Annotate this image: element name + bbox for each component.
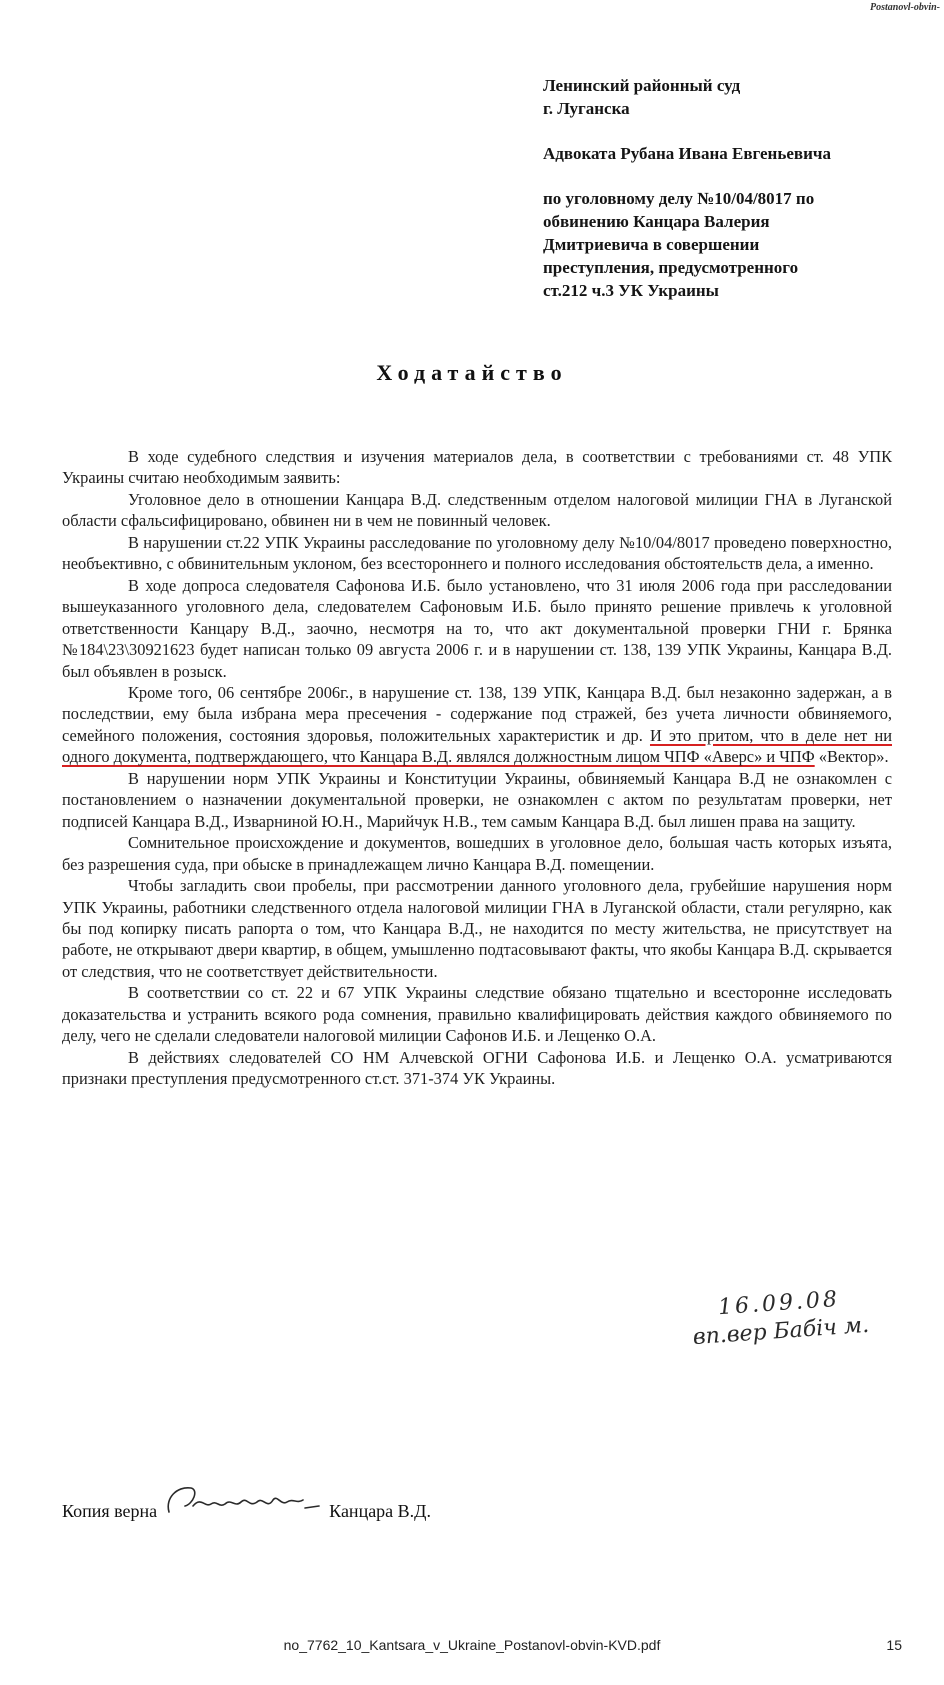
copy-label: Копия верна xyxy=(62,1501,158,1521)
paragraph-text: «Вектор». xyxy=(814,747,889,767)
addressee-block xyxy=(543,74,913,302)
paragraph: Чтобы загладить свои пробелы, при рассмотрении данного уголовного дела, грубейшие нарушения норм УПК Украины, работники следственного отдела налоговой милиции ГНА в Луганской области, стали регулярно, как бы под копирку писать рапорта о том, что Канцара В.Д., не находится по месту жительства, не присутствует на работе, не открывают двери квартир, в общем, умышленно подтасовывают факты, что якобы Канцара В.Д. скрывается от следствия, что не соответствует действительности. xyxy=(62,876,892,981)
paragraph xyxy=(62,682,892,768)
paragraph: В нарушении ст.22 УПК Украины расследование по уголовному делу №10/04/8017 проведено поверхностно, необъективно, с обвинительным уклоном, без всестороннего и полного исследования обстоятельств дела, а именно. xyxy=(62,532,892,574)
signature-icon xyxy=(163,1478,323,1522)
paragraph: В нарушении норм УПК Украины и Конституции Украины, обвиняемый Канцара В.Д не ознакомлен с постановлением о назначении документальной проверки, не ознакомлен с актом по результатам проверки, нет подписей Канцара В.Д., Изварниной Ю.Н., Марийчук Н.В., тем самым Канцара В.Д. был лишен права на защиту. xyxy=(62,768,892,831)
handwritten-text: вп.вер Бабіч м. xyxy=(692,1312,870,1351)
lawyer-name: Адвоката Рубана Ивана Евгеньевича xyxy=(543,144,831,163)
underlined-statement: И это притом, что в деле нет ни одного документа, подтверждающего, что Канцара В.Д. являлся должностным лицом ЧПФ «Аверс» и ЧПФ xyxy=(62,725,892,767)
copy-certification xyxy=(62,1478,431,1522)
handwritten-date: 16.09.08 xyxy=(717,1286,841,1321)
case-line: Дмитриевича в совершении xyxy=(543,235,760,254)
court-city: г. Луганска xyxy=(543,99,630,118)
paragraph: В действиях следователей СО НМ Алчевской ОГНИ Сафонова И.Б. и Лещенко О.А. усматриваются признаки преступления предусмотренного ст.ст. 371-374 УК Украины. xyxy=(62,1047,892,1089)
court-name: Ленинский районный суд xyxy=(543,76,741,95)
paragraph: В соответствии со ст. 22 и 67 УПК Украины следствие обязано тщательно и всесторонне исследовать доказательства и устранить всякого рода сомнения, правильно квалифицировать действия каждого обвиняемого по делу, чего не сделали следователи налоговой милиции Сафонов И.Б. и Лещенко О.А. xyxy=(62,983,892,1046)
case-line: по уголовному делу №10/04/8017 по xyxy=(543,189,815,208)
petition-body xyxy=(62,446,892,1090)
paragraph: Сомнительное происхождение и документов, вошедших в уголовное дело, большая часть которых изъята, без разрешения суда, при обыске в принадлежащем лично Канцара В.Д. помещении. xyxy=(62,833,892,874)
corner-tag: Postanovl-obvin- xyxy=(870,2,940,13)
paragraph-text: Кроме того, 06 сентябре 2006г., в нарушение ст. 138, 139 УПК, Канцара В.Д. был незаконно задержан, а в последствии, ему была избрана мера пресечения - содержание под стражей, без учета личности обвиняемого, семейного положения, состояния здоровья, положительных характеристик и др. xyxy=(62,682,892,745)
case-line: преступления, предусмотренного xyxy=(543,258,799,277)
case-line: обвинению Канцара Валерия xyxy=(543,212,770,231)
page-number: 15 xyxy=(886,1637,902,1653)
case-line: ст.212 ч.3 УК Украины xyxy=(543,281,719,300)
footer-filename: no_7762_10_Kantsara_v_Ukraine_Postanovl-obvin-KVD.pdf xyxy=(283,1637,661,1653)
paragraph: В ходе судебного следствия и изучения материалов дела, в соответствии с требованиями ст. 48 УПК Украины считаю необходимым заявить: xyxy=(62,447,892,488)
copy-signer-name: Канцара В.Д. xyxy=(329,1501,431,1521)
document-title: Ходатайство xyxy=(376,360,568,385)
paragraph: Уголовное дело в отношении Канцара В.Д. следственным отделом налоговой милиции ГНА в Луганской области сфальсифицировано, обвинен ни в чем не повинный человек. xyxy=(62,489,892,531)
case-description xyxy=(543,187,913,302)
paragraph: В ходе допроса следователя Сафонова И.Б. было установлено, что 31 июля 2006 года при расследовании вышеуказанного уголовного дела, следователем Сафоновым И.Б. было принято решение привлечь к уголовной ответственности Канцару В.Д., заочно, несмотря на то, что акт документальной проверки ГНИ г. Брянка №184\23\30921623 будет написан только 09 августа 2006 г. и в нарушении ст. 138, 139 УПК Украины, Канцара В.Д. был объявлен в розыск. xyxy=(62,575,892,681)
handwritten-note xyxy=(648,1281,911,1355)
